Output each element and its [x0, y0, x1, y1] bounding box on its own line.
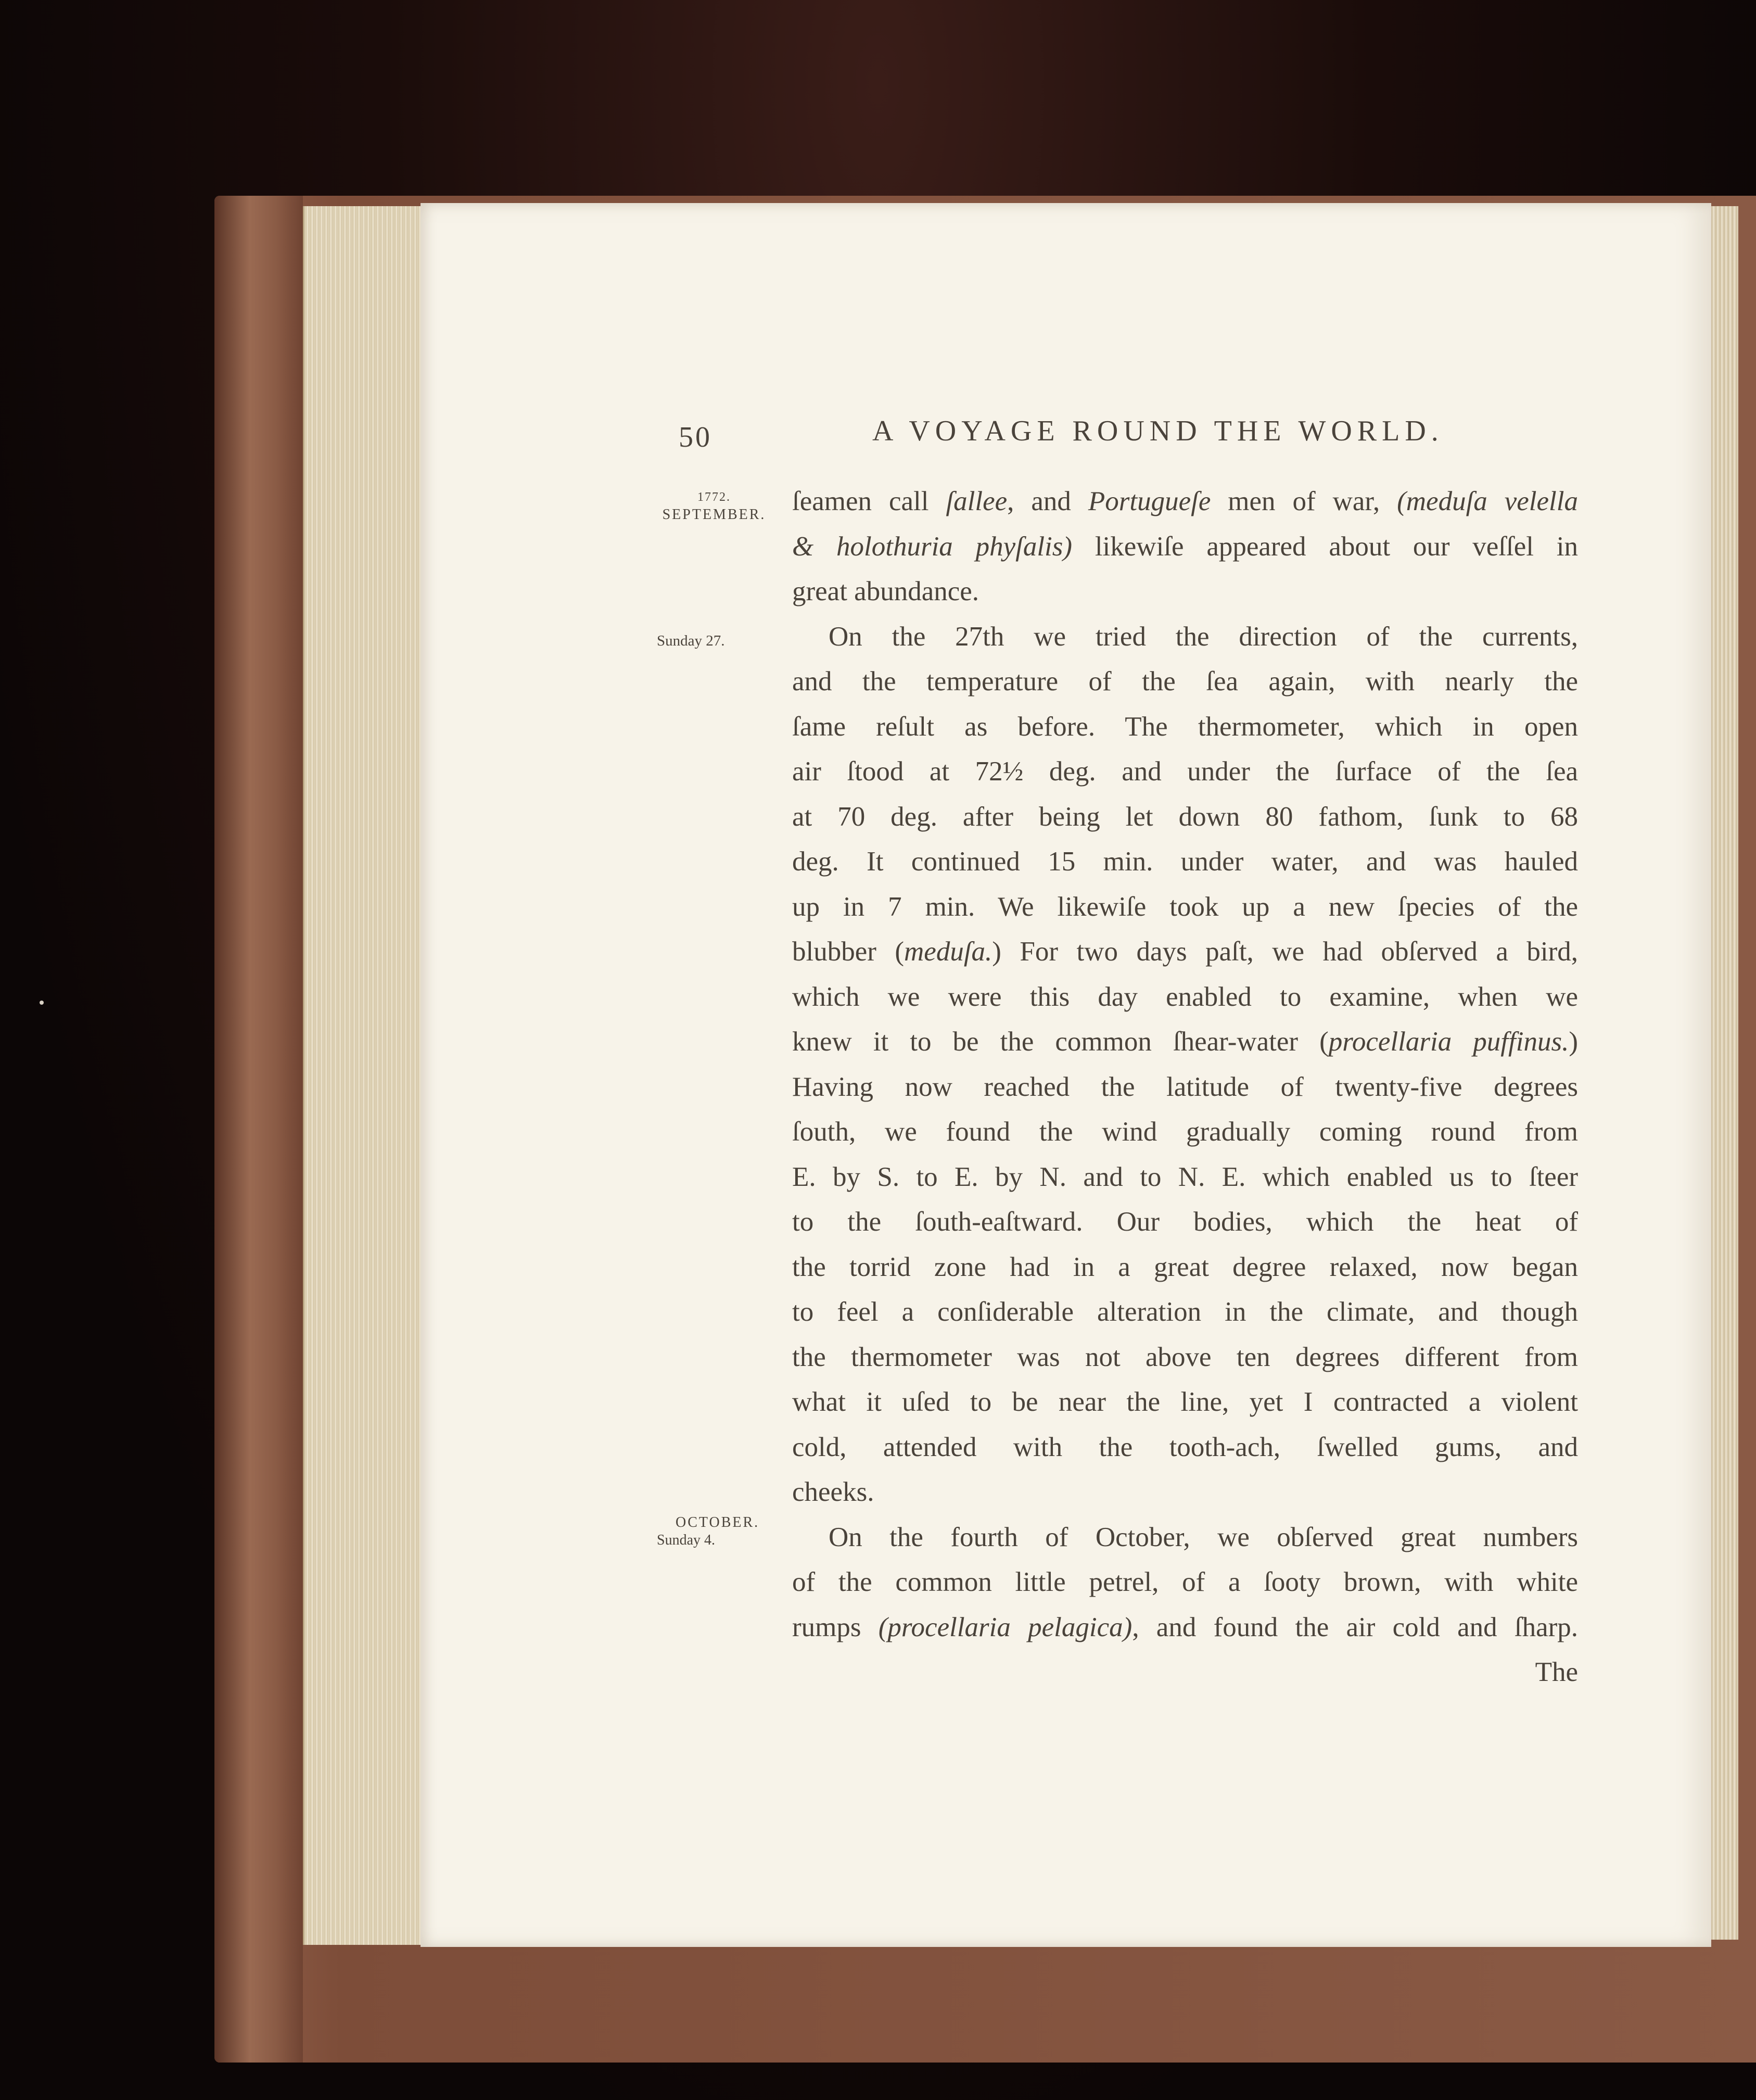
text-line: ſouth, we found the wind gradually coming round from [792, 1117, 1578, 1147]
dust-speck [40, 1001, 44, 1005]
text-line: rumps (procellaria pelagica), and found the air cold and ſharp. [792, 1612, 1579, 1642]
text-line: On the 27th we tried the direction of the currents, [829, 621, 1578, 652]
running-head: A VOYAGE ROUND THE WORLD. [872, 415, 1444, 447]
text-line: cold, attended with the tooth-ach, ſwelled gums, and [792, 1432, 1578, 1462]
text-line: deg. It continued 15 min. under water, and was hauled [792, 846, 1578, 877]
body-text [792, 479, 1578, 1695]
page-edges-right [1710, 206, 1738, 1940]
text-line: ſeamen call ſallee, and Portugueſe men of war, (meduſa velella [792, 486, 1578, 516]
page-edges-left [303, 206, 424, 1945]
text-line: at 70 deg. after being let down 80 fathom, ſunk to 68 [792, 801, 1578, 832]
text-line: On the fourth of October, we obſerved great numbers [829, 1522, 1578, 1552]
text-line: what it uſed to be near the line, yet I contracted a violent [792, 1387, 1578, 1417]
text-line: great abundance. [792, 576, 979, 606]
text-line: which we were this day enabled to examine, when we [792, 981, 1578, 1012]
catchword: The [1535, 1657, 1578, 1687]
text-line: ſame reſult as before. The thermometer, which in open [792, 711, 1578, 742]
text-line: of the common little petrel, of a ſooty brown, with white [792, 1567, 1578, 1597]
text-line: knew it to be the common ſhear-water (procellaria puffinus.) [792, 1027, 1578, 1057]
text-line: blubber (meduſa.) For two days paſt, we had obſerved a bird, [792, 937, 1578, 967]
text-line: cheeks. [792, 1477, 874, 1507]
margin-note-sunday-27: Sunday 27. [657, 632, 725, 649]
text-line: and the temperature of the ſea again, with nearly the [792, 666, 1578, 697]
text-line: the thermometer was not above ten degrees different from [792, 1342, 1578, 1372]
text-line: up in 7 min. We likewiſe took up a new ſpecies of the [792, 891, 1578, 922]
text-line: to feel a conſiderable alteration in the climate, and though [792, 1297, 1578, 1327]
text-line: to the ſouth-eaſtward. Our bodies, which the heat of [792, 1207, 1578, 1237]
text-line: Having now reached the latitude of twenty-five degrees [792, 1071, 1578, 1102]
margin-month: SEPTEMBER. [662, 507, 766, 523]
text-line: the torrid zone had in a great degree relaxed, now began [792, 1251, 1578, 1282]
text-line: E. by S. to E. by N. and to N. E. which enabled us to ſteer [792, 1161, 1578, 1192]
margin-month-october: OCTOBER. [676, 1514, 760, 1530]
book-spine-edge [214, 196, 303, 2063]
margin-note-date-september [657, 488, 771, 524]
margin-day-sunday-4: Sunday 4. [657, 1532, 715, 1548]
text-line: air ſtood at 72½ deg. and under the ſurface of the ſea [792, 756, 1578, 787]
margin-note-date-october [657, 1514, 766, 1549]
margin-year: 1772. [697, 490, 731, 504]
page-number: 50 [679, 421, 712, 453]
text-line: & holothuria phyſalis) likewiſe appeared about our veſſel in [792, 531, 1578, 562]
